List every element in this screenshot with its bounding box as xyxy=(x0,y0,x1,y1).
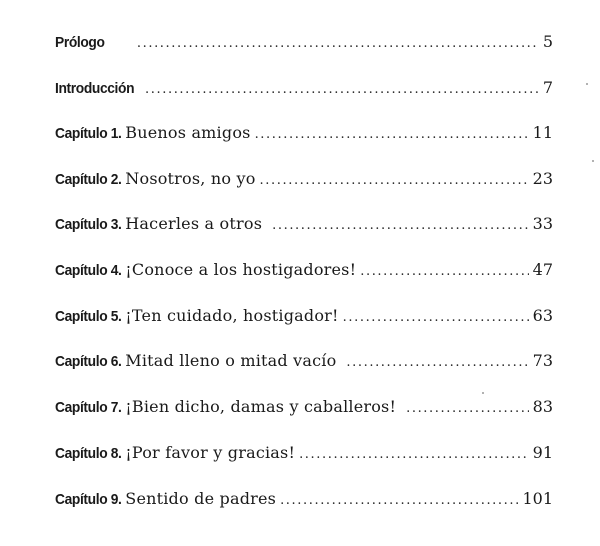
toc-page-number: 91 xyxy=(532,443,553,462)
toc-entry-capitulo-3 xyxy=(55,214,553,238)
toc-dot-leader xyxy=(272,218,529,233)
toc-entry-capitulo-1 xyxy=(55,123,553,147)
toc-dot-leader xyxy=(280,493,518,508)
toc-entry-label: Capítulo 2. xyxy=(55,171,122,188)
toc-entry-title: Nosotros, no yo xyxy=(125,169,256,188)
toc-page-number: 11 xyxy=(532,123,553,142)
toc-page-number: 5 xyxy=(542,32,553,51)
toc-dot-leader xyxy=(360,264,528,279)
toc-entry-capitulo-5 xyxy=(55,306,553,330)
toc-entry-title: Buenos amigos xyxy=(125,123,251,142)
toc-entry-title: ¡Ten cuidado, hostigador! xyxy=(125,306,339,325)
toc-page-number: 83 xyxy=(532,397,553,416)
toc-dot-leader xyxy=(260,173,529,188)
toc-dot-leader xyxy=(255,127,529,142)
toc-entry-label: Capítulo 7. xyxy=(55,399,122,416)
scan-speck xyxy=(592,160,594,162)
toc-entry-capitulo-9 xyxy=(55,489,553,513)
toc-entry-capitulo-4 xyxy=(55,260,553,284)
toc-entry-capitulo-2 xyxy=(55,169,553,193)
toc-entry-label: Capítulo 4. xyxy=(55,262,122,279)
toc-entry-capitulo-7 xyxy=(55,397,553,421)
toc-dot-leader xyxy=(346,355,528,370)
toc-entry-label: Capítulo 9. xyxy=(55,491,122,508)
toc-page-number: 47 xyxy=(532,260,553,279)
toc-page-number: 7 xyxy=(542,78,553,97)
toc-entry-title: ¡Por favor y gracias! xyxy=(125,443,296,462)
scan-speck xyxy=(482,392,484,394)
toc-entry-label: Capítulo 3. xyxy=(55,216,122,233)
toc-dot-leader xyxy=(145,82,539,97)
toc-entry-label: Capítulo 1. xyxy=(55,125,122,142)
toc-entry-title: Hacerles a otros xyxy=(125,214,263,233)
toc-dot-leader xyxy=(343,310,529,325)
toc-entry-label: Introducción xyxy=(55,80,135,97)
toc-entry-title: Sentido de padres xyxy=(125,489,277,508)
toc-entry-prologo xyxy=(55,32,553,56)
toc-entry-title: ¡Conoce a los hostigadores! xyxy=(125,260,357,279)
toc-page-number: 63 xyxy=(532,306,553,325)
toc-dot-leader xyxy=(299,447,529,462)
toc-entry-capitulo-6 xyxy=(55,351,553,375)
toc-dot-leader xyxy=(406,401,529,416)
toc-entry-capitulo-8 xyxy=(55,443,553,467)
toc-entry-title: ¡Bien dicho, damas y caballeros! xyxy=(125,397,397,416)
toc-page-number: 101 xyxy=(522,489,553,508)
toc-entry-introduccion xyxy=(55,78,553,102)
toc-page-number: 73 xyxy=(532,351,553,370)
toc-entry-label: Capítulo 6. xyxy=(55,353,122,370)
toc-entry-title: Mitad lleno o mitad vacío xyxy=(125,351,337,370)
scan-speck xyxy=(586,83,588,85)
toc-entry-label: Capítulo 8. xyxy=(55,445,122,462)
toc-entry-label: Prólogo xyxy=(55,34,105,51)
toc-page-number: 23 xyxy=(532,169,553,188)
toc-entry-label: Capítulo 5. xyxy=(55,308,122,325)
toc-dot-leader xyxy=(137,36,539,51)
toc-page-number: 33 xyxy=(532,214,553,233)
